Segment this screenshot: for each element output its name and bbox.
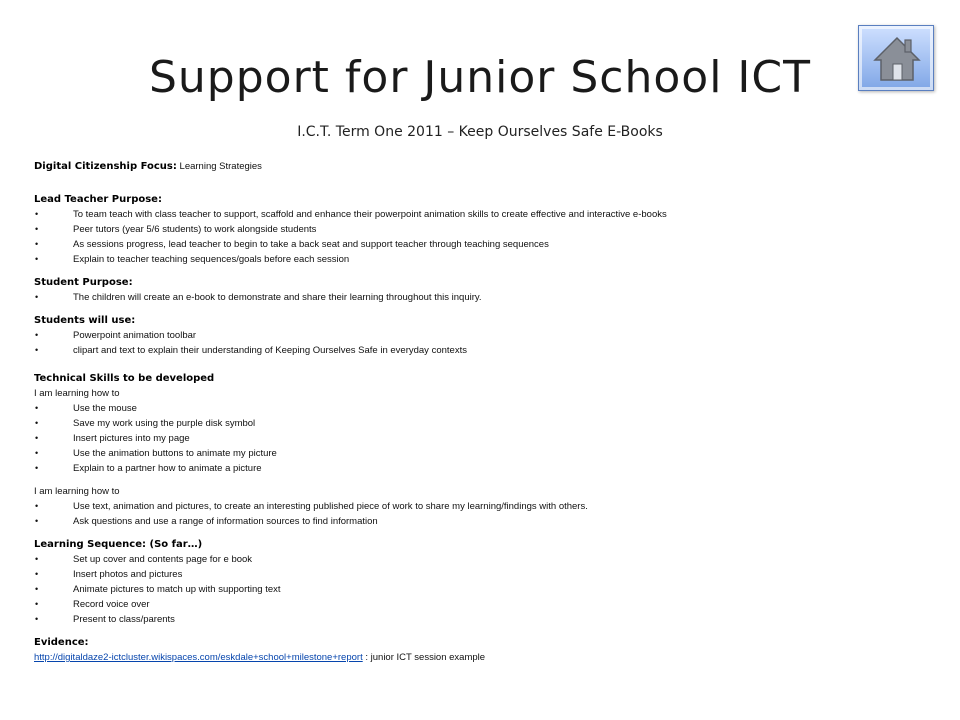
home-button[interactable] (858, 25, 934, 91)
learning-sequence-list (34, 552, 934, 627)
list-item: • As sessions progress, lead teacher to begin to take a back seat and support teacher through teaching sequences (34, 237, 934, 252)
students-use-heading: Students will use: (34, 315, 136, 326)
list-item: • Explain to a partner how to animate a picture (34, 461, 934, 476)
technical-skills-section (34, 371, 934, 529)
focus-value: Learning Strategies (176, 161, 262, 172)
list-item: • Peer tutors (year 5/6 students) to work alongside students (34, 222, 934, 237)
lead-teacher-list (34, 207, 934, 267)
list-item: • Present to class/parents (34, 612, 934, 627)
list-item: • Animate pictures to match up with supporting text (34, 582, 934, 597)
lead-teacher-heading: Lead Teacher Purpose: (34, 194, 162, 205)
list-item: • The children will create an e-book to demonstrate and share their learning throughout this inquiry. (34, 290, 934, 305)
list-item: • Save my work using the purple disk symbol (34, 416, 934, 431)
students-use-list (34, 328, 934, 358)
list-item: • Record voice over (34, 597, 934, 612)
learning-sequence-section (34, 537, 934, 627)
student-purpose-section (34, 275, 934, 305)
lead-teacher-section (34, 192, 934, 267)
student-purpose-list (34, 290, 934, 305)
slide-content (34, 159, 934, 665)
learning-intro: I am learning how to (34, 486, 120, 497)
list-item: • Powerpoint animation toolbar (34, 328, 934, 343)
slide-subtitle: I.C.T. Term One 2011 – Keep Ourselves Safe E-Books (297, 124, 663, 140)
evidence-section (34, 635, 934, 665)
list-item: • Use the mouse (34, 401, 934, 416)
technical-skills-list-2 (34, 499, 934, 529)
technical-skills-list (34, 401, 934, 476)
evidence-line (34, 650, 934, 665)
focus-label: Digital Citizenship Focus: (34, 161, 177, 172)
student-purpose-heading: Student Purpose: (34, 277, 133, 288)
learning-sequence-heading: Learning Sequence: (So far…) (34, 539, 203, 550)
list-item: • Set up cover and contents page for e book (34, 552, 934, 567)
list-item: • Insert pictures into my page (34, 431, 934, 446)
list-item: • To team teach with class teacher to support, scaffold and enhance their powerpoint animation skills to create effective and interactive e-books (34, 207, 934, 222)
technical-skills-heading: Technical Skills to be developed (34, 373, 215, 384)
slide-title: Support for Junior School ICT (148, 52, 811, 103)
evidence-suffix: : junior ICT session example (362, 652, 486, 663)
focus-line (34, 159, 934, 174)
students-use-section (34, 313, 934, 358)
list-item: • Explain to teacher teaching sequences/goals before each session (34, 252, 934, 267)
list-item: • Insert photos and pictures (34, 567, 934, 582)
list-item: • Use the animation buttons to animate my picture (34, 446, 934, 461)
evidence-link[interactable]: http://digitaldaze2-ictcluster.wikispaces.com/eskdale+school+milestone+report (34, 652, 363, 663)
list-item: • Use text, animation and pictures, to create an interesting published piece of work to share my learning/findings with others. (34, 499, 934, 514)
home-icon (871, 34, 923, 84)
learning-intro: I am learning how to (34, 388, 120, 399)
list-item: • clipart and text to explain their understanding of Keeping Ourselves Safe in everyday contexts (34, 343, 934, 358)
list-item: • Ask questions and use a range of information sources to find information (34, 514, 934, 529)
evidence-heading: Evidence: (34, 637, 89, 648)
